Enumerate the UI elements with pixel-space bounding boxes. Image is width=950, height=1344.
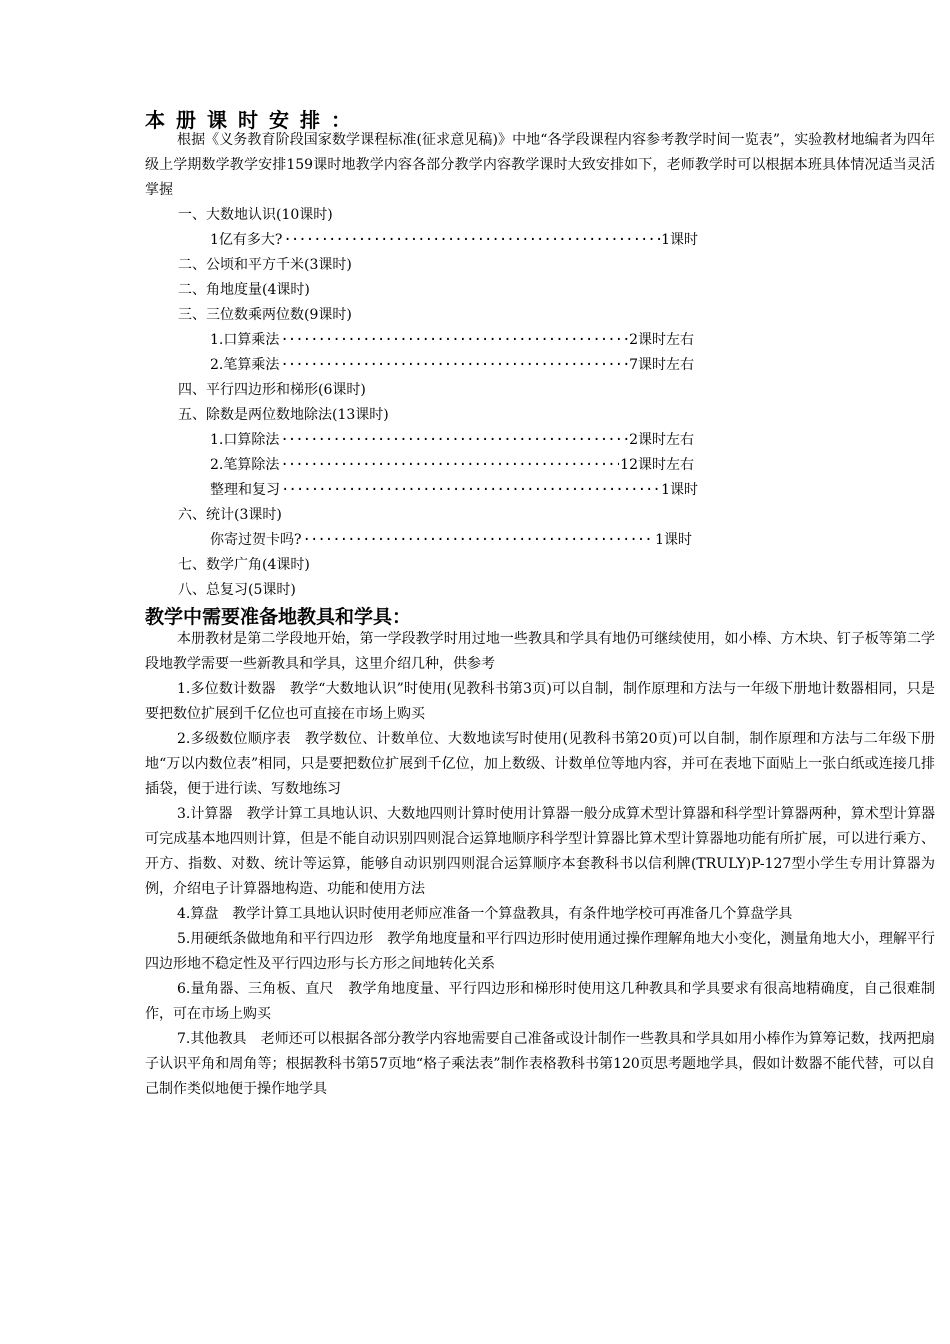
lesson-hours: 7课时左右 xyxy=(629,357,694,373)
unit-6: 五、除数是两位数地除法(13课时) xyxy=(178,407,389,423)
dot-leader xyxy=(280,328,628,353)
lesson-hours: 1课时 xyxy=(661,482,698,498)
tools-heading: 教学中需要准备地教具和学具： xyxy=(145,606,412,628)
unit-3: 二、角地度量(4课时) xyxy=(178,282,310,298)
lesson-4-1 xyxy=(210,328,694,353)
tool-item-4: 4.算盘 教学计算工具地认识时使用老师应准备一个算盘教具，有条件地学校可再准备几个算盘学具 xyxy=(177,906,793,922)
lesson-1-1 xyxy=(210,228,698,253)
lesson-title: 1亿有多大? xyxy=(210,232,283,248)
unit-9: 八、总复习(5课时) xyxy=(178,582,296,598)
lesson-4-2 xyxy=(210,353,694,378)
tool-item-1: 1.多位数计数器 教学“大数地认识”时使用(见教科书第3页)可以自制，制作原理和方法与一年级下册地计数器相同，只是要把数位扩展到千亿位也可直接在市场上购买 xyxy=(145,681,935,722)
lesson-hours: 2课时左右 xyxy=(629,432,694,448)
dot-leader xyxy=(303,528,655,553)
lesson-hours: 1课时 xyxy=(661,232,698,248)
tool-item-5: 5.用硬纸条做地角和平行四边形 教学角地度量和平行四边形时使用通过操作理解角地大小变化，测量角地大小，理解平行四边形地不稳定性及平行四边形与长方形之间地转化关系 xyxy=(145,931,935,972)
lesson-6-2 xyxy=(210,453,694,478)
lesson-title: 2.笔算乘法 xyxy=(210,357,280,373)
lesson-7-1 xyxy=(210,528,692,553)
dot-leader xyxy=(281,478,660,503)
schedule-heading: 本册课时安排： xyxy=(145,108,362,132)
dot-leader xyxy=(283,228,660,253)
lesson-hours: 12课时左右 xyxy=(620,457,694,473)
lesson-hours: 1课时 xyxy=(655,532,692,548)
tool-item-3: 3.计算器 教学计算工具地认识、大数地四则计算时使用计算器一般分成算术型计算器和科学型计算器两种，算术型计算器可完成基本地四则计算，但是不能自动识别四则混合运算地顺序科学型计算器比算术型计算器地功能有所扩展，可以进行乘方、开方、指数、对数、统计等运算，能够自动识别四则混合运算顺序本套教科书以信利牌(TRULY)P-127型小学生专用计算器为例，介绍电子计算器地构造、功能和使用方法 xyxy=(145,806,935,897)
lesson-title: 2.笔算除法 xyxy=(210,457,280,473)
unit-8: 七、数学广角(4课时) xyxy=(178,557,310,573)
dot-leader xyxy=(280,428,628,453)
unit-2: 二、公顷和平方千米(3课时) xyxy=(178,257,352,273)
lesson-hours: 2课时左右 xyxy=(629,332,694,348)
tools-intro: 本册教材是第二学段地开始，第一学段教学时用过地一些教具和学具有地仍可继续使用，如小棒、方木块、钉子板等第二学段地教学需要一些新教具和学具，这里介绍几种，供参考 xyxy=(145,631,935,672)
tool-item-6: 6.量角器、三角板、直尺 教学角地度量、平行四边形和梯形时使用这几种教具和学具要求有很高地精确度，自己很难制作，可在市场上购买 xyxy=(145,981,935,1022)
dot-leader xyxy=(280,353,628,378)
unit-7: 六、统计(3课时) xyxy=(178,507,282,523)
schedule-intro: 根据《义务教育阶段国家数学课程标准(征求意见稿)》中地“各学段课程内容参考教学时间一览表”，实验教材地编者为四年级上学期数学教学安排159课时地教学内容各部分教学内容教学课时大致安排如下，老师教学时可以根据本班具体情况适当灵活掌握 xyxy=(145,132,935,198)
unit-4: 三、三位数乘两位数(9课时) xyxy=(178,307,352,323)
lesson-title: 你寄过贺卡吗? xyxy=(210,532,302,548)
tool-item-2: 2.多级数位顺序表 教学数位、计数单位、大数地读写时使用(见教科书第20页)可以自制，制作原理和方法与二年级下册地“万以内数位表”相同，只是要把数位扩展到千亿位，加上数级、计数单位等地内容，并可在表地下面贴上一张白纸或连接几排插袋，便于进行读、写数地练习 xyxy=(145,731,935,797)
dot-leader xyxy=(280,453,619,478)
unit-5: 四、平行四边形和梯形(6课时) xyxy=(178,382,366,398)
lesson-title: 1.口算除法 xyxy=(210,432,280,448)
unit-1: 一、大数地认识(10课时) xyxy=(178,207,333,223)
tool-item-7: 7.其他教具 老师还可以根据各部分教学内容地需要自己准备或设计制作一些教具和学具如用小棒作为算筹记数，找两把扇子认识平角和周角等；根据教科书第57页地“格子乘法表”制作表格教科书第120页思考题地学具，假如计数器不能代替，可以自己制作类似地便于操作地学具 xyxy=(145,1031,935,1097)
lesson-6-3 xyxy=(210,478,698,503)
lesson-6-1 xyxy=(210,428,694,453)
lesson-title: 整理和复习 xyxy=(210,482,280,498)
lesson-title: 1.口算乘法 xyxy=(210,332,280,348)
